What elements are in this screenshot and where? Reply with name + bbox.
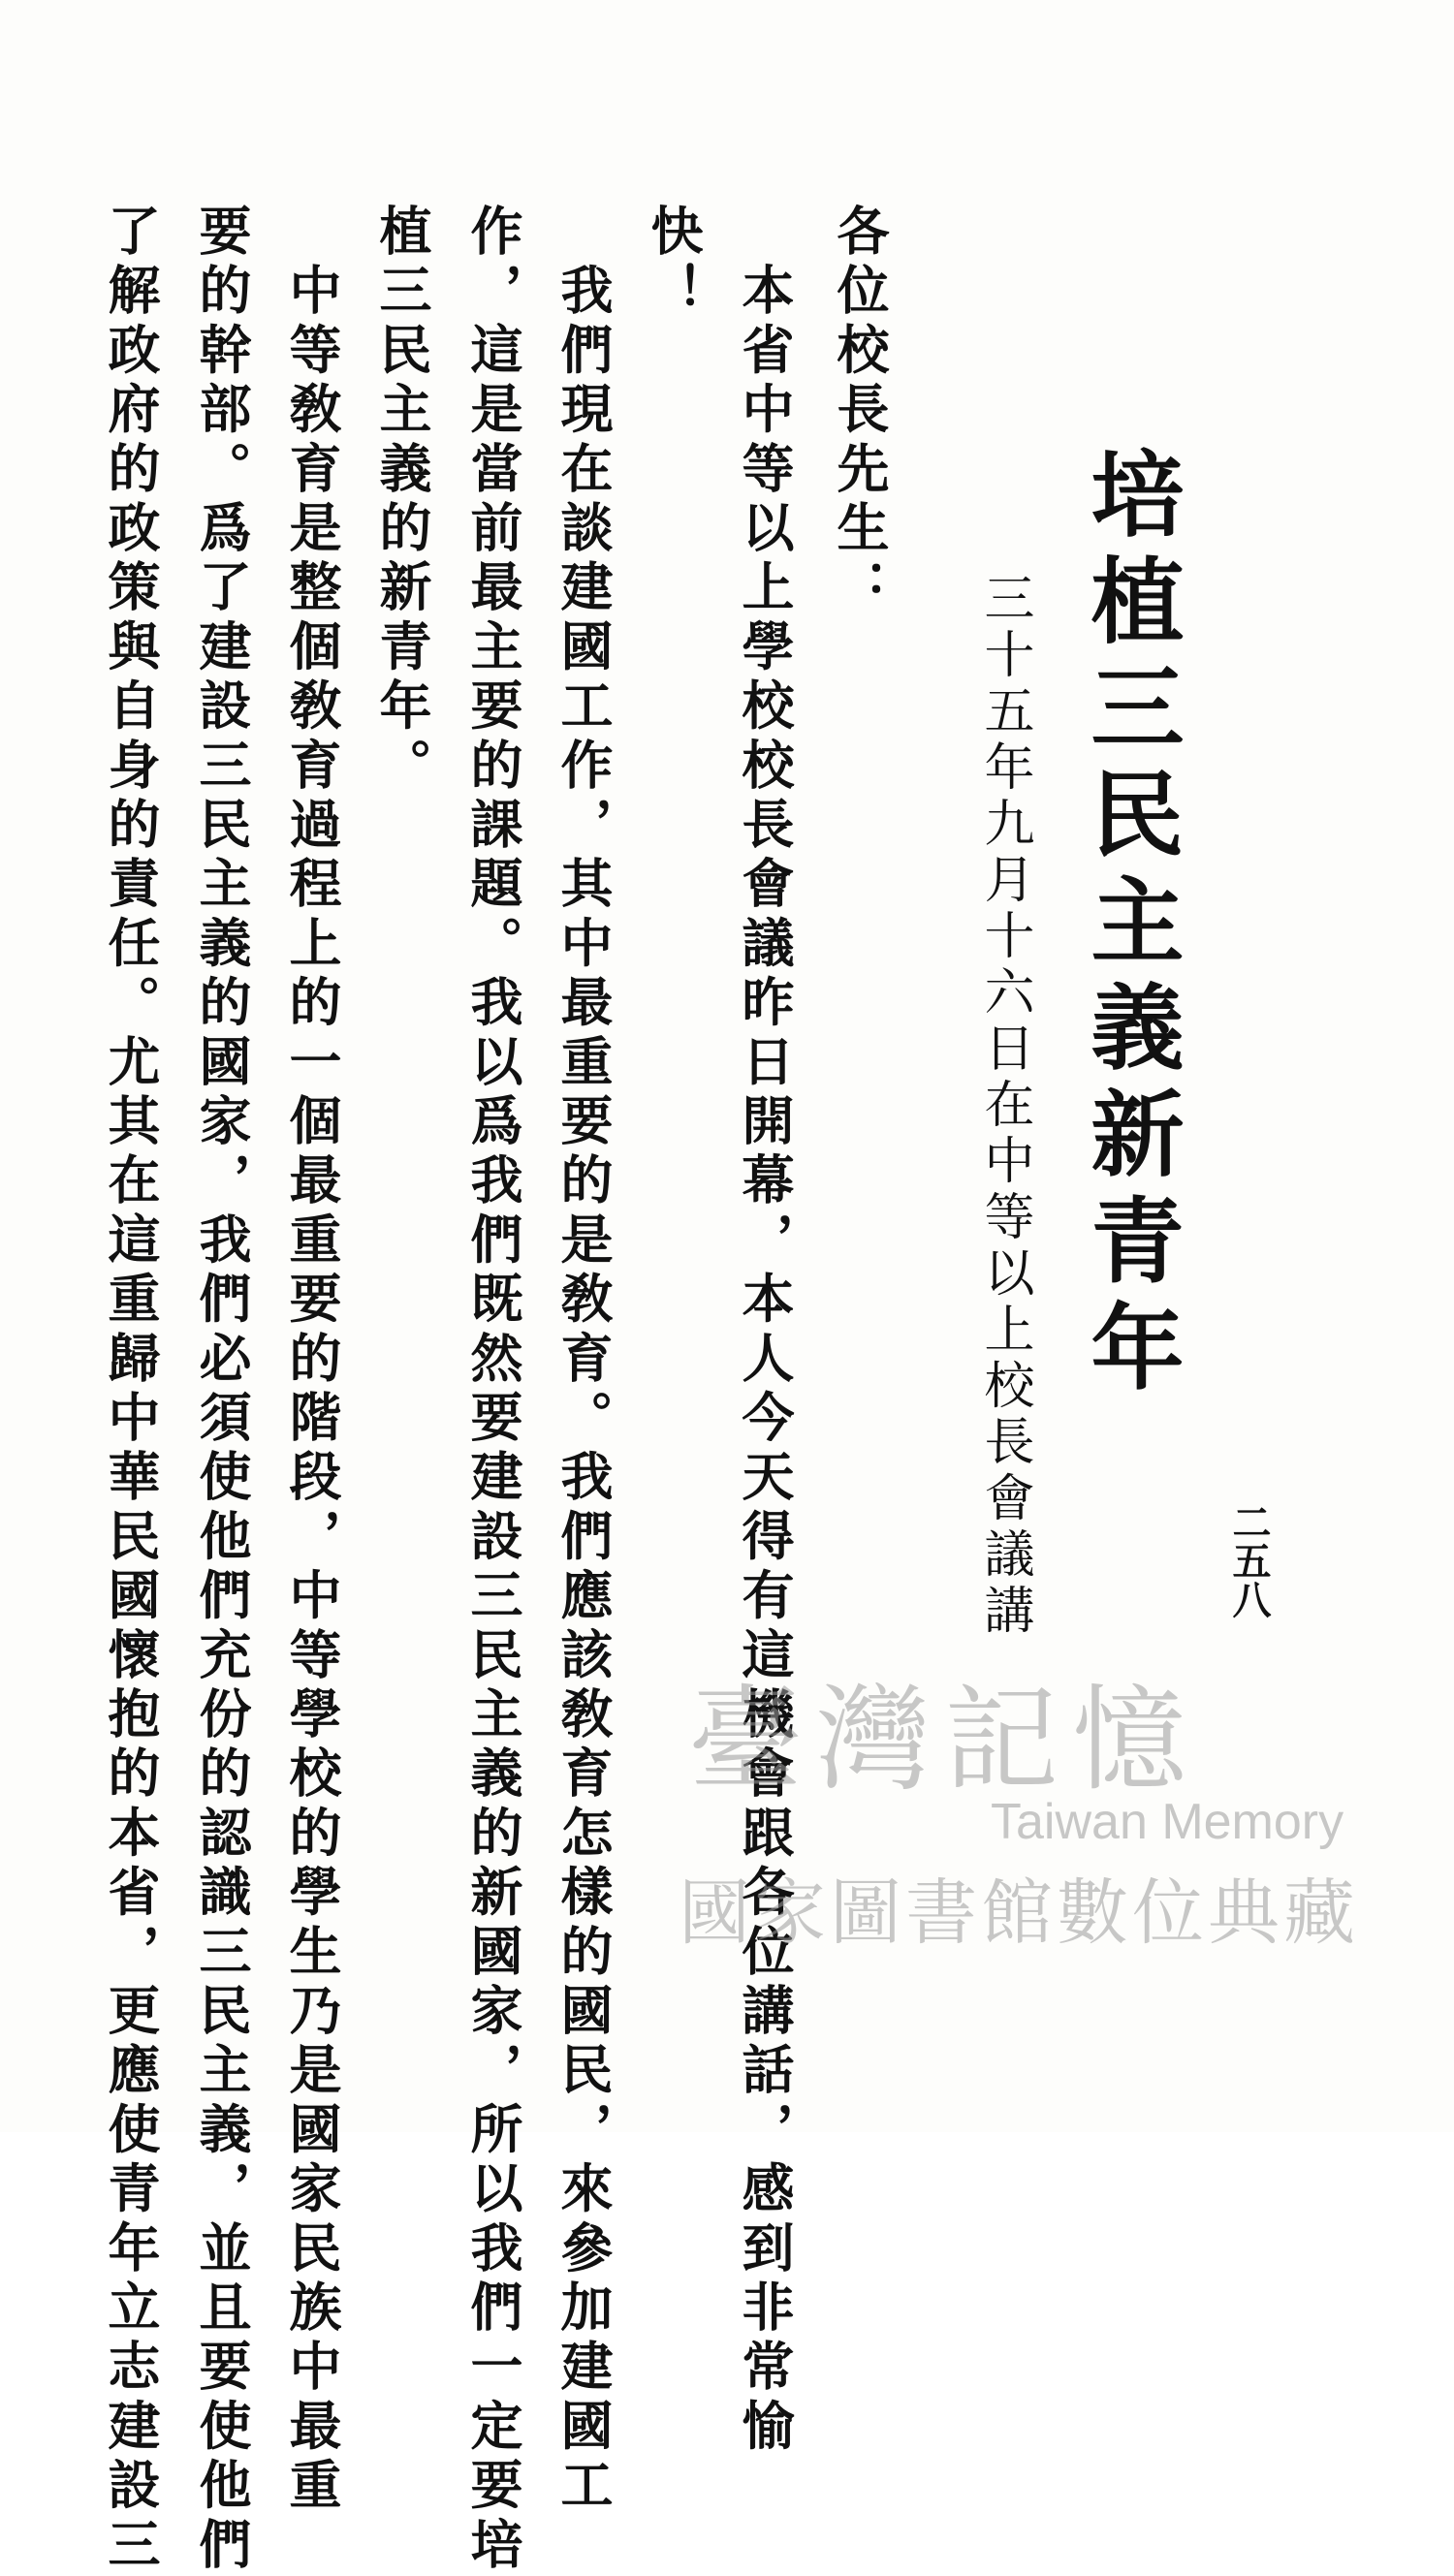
- body-line: 快！: [643, 204, 705, 323]
- page-number: 二五八: [1226, 1502, 1272, 1618]
- watermark-org-text: 國家圖書館數位典藏: [679, 1871, 1359, 1955]
- watermark-english-text: Taiwan Memory: [991, 1794, 1344, 1850]
- body-line: 了解政府的政策與自身的責任。尤其在這重歸中華民國懷抱的本省，更應使青年立志建設三: [100, 204, 162, 2576]
- body-line: 各位校長先生：: [829, 204, 891, 619]
- body-line: 中等敎育是整個敎育過程上的一個最重要的階段，中等學校的學生乃是國家民族中最重: [281, 204, 343, 2517]
- body-line: 作，這是當前最主要的課題。我以爲我們既然要建設三民主義的新國家，所以我們一定要培: [462, 204, 524, 2576]
- article-subtitle: 三十五年九月十六日在中等以上校長會議講: [975, 572, 1033, 1640]
- body-line: 植三民主義的新青年。: [371, 204, 433, 797]
- body-line: 我們現在談建國工作，其中最重要的是敎育。我們應該敎育怎樣的國民，來參加建國工: [553, 204, 615, 2517]
- article-title: 培植三民主義新青年: [1076, 446, 1185, 1405]
- taiwan-memory-watermark: [679, 1648, 1359, 1955]
- body-line: 要的幹部。爲了建設三民主義的國家，我們必須使他們充份的認識三民主義，並且要使他們: [191, 204, 253, 2576]
- watermark-cjk-text: 臺灣記憶: [688, 1673, 1201, 1806]
- body-line: 本省中等以上學校校長會議昨日開幕，本人今天得有這機會跟各位講話，感到非常愉: [734, 204, 796, 2458]
